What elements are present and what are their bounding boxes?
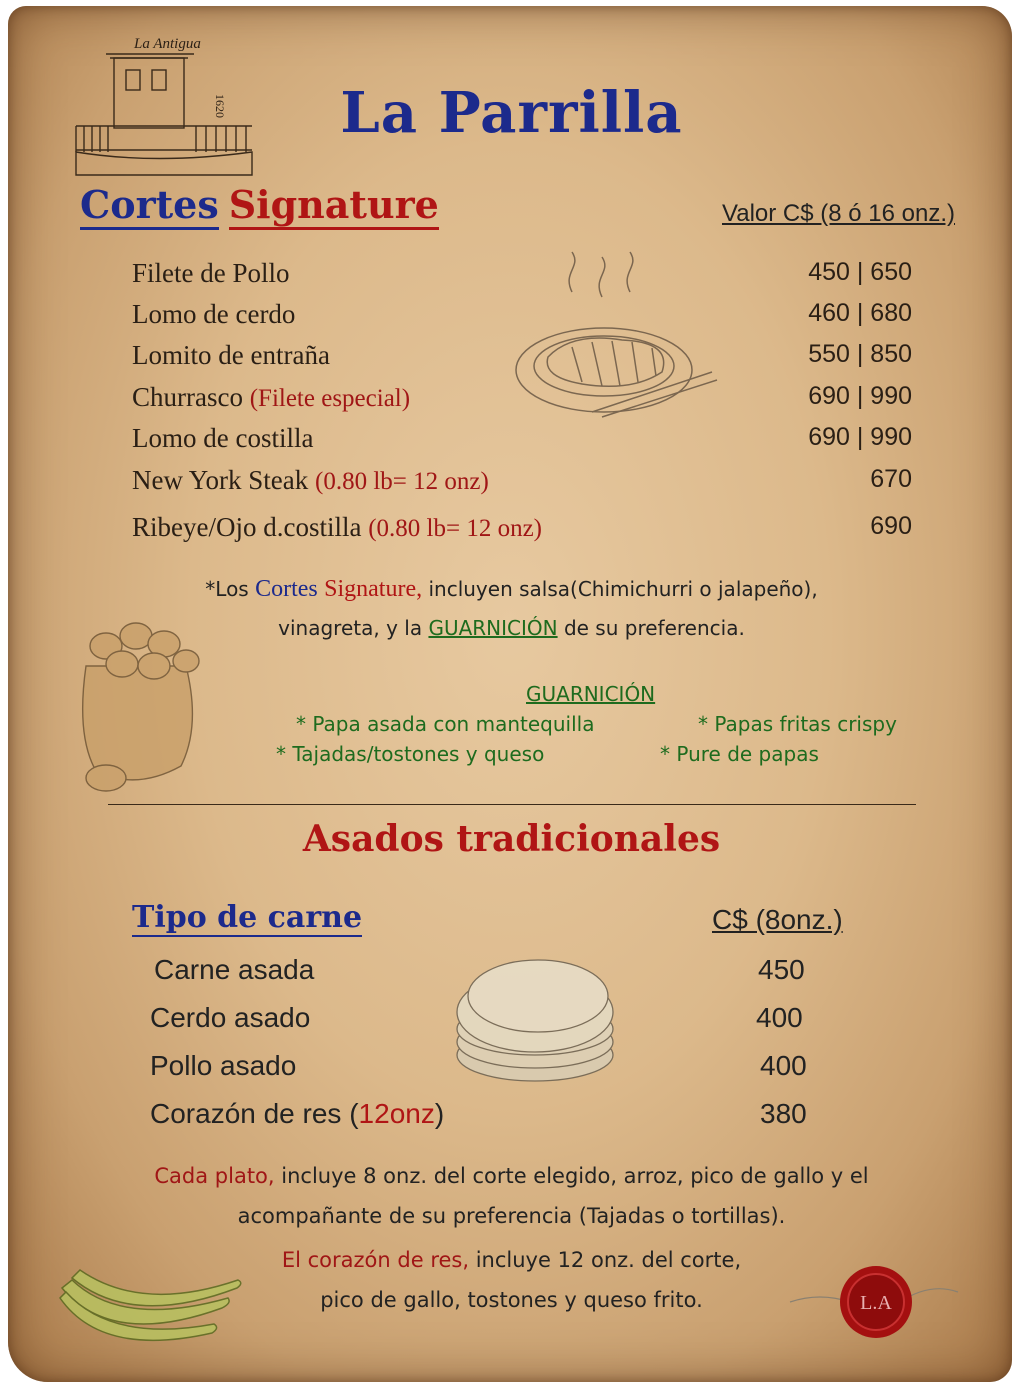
footer-text: incluye 8 onz. del corte elegido, arroz, pico de gallo y el bbox=[281, 1164, 869, 1188]
cut-note: (Filete especial) bbox=[249, 385, 411, 412]
asados-heading: Asados tradicionales bbox=[302, 818, 721, 860]
asado-name: Pollo asado bbox=[150, 1050, 297, 1081]
cortes-heading bbox=[80, 182, 439, 227]
cut-row bbox=[132, 340, 912, 371]
cut-row bbox=[132, 258, 912, 289]
cut-name: Ribeye/Ojo d.costilla bbox=[132, 512, 362, 542]
guarnicion-option: * Pure de papas bbox=[660, 742, 819, 766]
cut-row bbox=[132, 465, 912, 496]
cut-row bbox=[132, 382, 912, 413]
cut-name: Lomo de costilla bbox=[132, 423, 314, 453]
asado-price: 400 bbox=[756, 1002, 803, 1033]
cut-name: Lomo de cerdo bbox=[132, 299, 296, 329]
footer-cada-plato: Cada plato, bbox=[154, 1164, 275, 1188]
asados-type-header: Tipo de carne bbox=[132, 900, 363, 935]
cortes-note-line1 bbox=[0, 576, 1023, 603]
value-header: Valor C$ (8 ó 16 onz.) bbox=[722, 200, 956, 227]
asado-name: Corazón de res ( bbox=[150, 1098, 359, 1129]
guarnicion-option: * Tajadas/tostones y queso bbox=[276, 742, 545, 766]
guarnicion-option: * Papa asada con mantequilla bbox=[296, 712, 595, 736]
asado-row-corazon bbox=[150, 1098, 444, 1130]
cut-name: Churrasco bbox=[132, 382, 243, 412]
cut-price: 690 | 990 bbox=[808, 423, 912, 451]
cortes-heading-part1: Cortes bbox=[80, 182, 219, 230]
cut-note: (0.80 lb= 12 onz) bbox=[368, 515, 543, 542]
note-signature: Signature, bbox=[324, 576, 423, 602]
cut-name: New York Steak bbox=[132, 465, 309, 495]
cut-price: 450 | 650 bbox=[808, 258, 912, 286]
cut-row bbox=[132, 299, 912, 330]
cut-price: 690 bbox=[870, 512, 912, 540]
cut-name: Filete de Pollo bbox=[132, 258, 290, 288]
note-cortes: Cortes bbox=[255, 576, 318, 602]
cut-name: Lomito de entraña bbox=[132, 340, 330, 370]
asado-name-close: ) bbox=[434, 1098, 445, 1129]
footer-line1 bbox=[0, 1164, 1023, 1188]
note-text: incluyen salsa(Chimichurri o jalapeño), bbox=[428, 577, 818, 601]
cut-note: (0.80 lb= 12 onz) bbox=[315, 468, 489, 495]
logo-text: La Antigua bbox=[134, 36, 201, 52]
asado-price: 400 bbox=[760, 1050, 807, 1081]
footer-line2: acompañante de su preferencia (Tajadas o tortillas). bbox=[237, 1204, 786, 1228]
asado-name: Carne asada bbox=[154, 954, 315, 985]
footer-line4: pico de gallo, tostones y queso frito. bbox=[320, 1288, 703, 1312]
wax-seal-icon bbox=[790, 1262, 960, 1342]
plantain-illustration bbox=[52, 1258, 252, 1358]
tortillas-illustration bbox=[450, 950, 620, 1090]
note-guarnicion: GUARNICIÓN bbox=[428, 616, 558, 640]
asado-price: 380 bbox=[760, 1098, 807, 1129]
guarnicion-option: * Papas fritas crispy bbox=[698, 712, 897, 736]
cut-price: 670 bbox=[870, 465, 912, 493]
footer-text: incluye 12 onz. del corte, bbox=[475, 1248, 742, 1272]
cut-price: 460 | 680 bbox=[808, 299, 912, 327]
asado-name: Cerdo asado bbox=[150, 1002, 311, 1033]
section-divider bbox=[108, 804, 916, 805]
asados-price-header: C$ (8onz.) bbox=[712, 904, 843, 935]
cut-price: 690 | 990 bbox=[808, 382, 912, 410]
cortes-heading-part2: Signature bbox=[229, 182, 439, 230]
note-text: de su preferencia. bbox=[563, 616, 745, 640]
cut-price: 550 | 850 bbox=[808, 340, 912, 368]
note-text: vinagreta, y la bbox=[278, 616, 423, 640]
potato-sack-illustration bbox=[66, 606, 206, 796]
cut-row bbox=[132, 423, 912, 454]
guarnicion-title: GUARNICIÓN bbox=[526, 682, 656, 706]
seal-text: L.A bbox=[860, 1292, 892, 1314]
page-title: La Parrilla bbox=[340, 80, 683, 146]
cut-row bbox=[132, 512, 912, 543]
asado-note: 12onz bbox=[358, 1098, 435, 1129]
footer-corazon: El corazón de res, bbox=[281, 1248, 470, 1272]
asado-price: 450 bbox=[758, 954, 805, 985]
logo-year: 1620 bbox=[213, 94, 227, 118]
note-text: *Los bbox=[205, 577, 249, 601]
